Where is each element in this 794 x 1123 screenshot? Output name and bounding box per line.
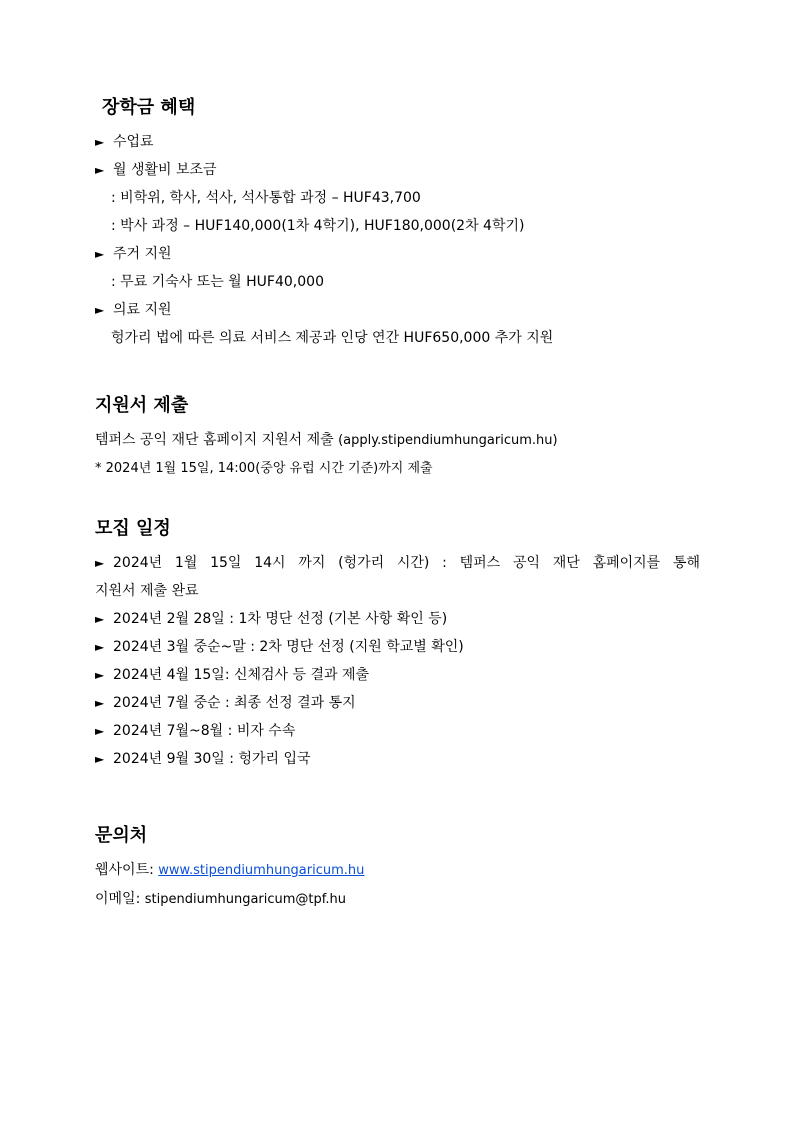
schedule-text: 2024년 7월 중순 : 최종 선정 결과 통지: [113, 695, 356, 711]
benefit-item-living: [95, 156, 705, 184]
contact-heading: 문의처: [95, 825, 148, 846]
benefits-heading: 장학금 혜택: [102, 97, 196, 118]
application-line-1: [95, 426, 705, 455]
schedule-text: 2024년 2월 28일 : 1차 명단 선정 (기본 사항 확인 등): [113, 611, 448, 627]
bullet-icon: ►: [95, 612, 105, 626]
schedule-text: 2024년 7월~8월 : 비자 수속: [113, 723, 296, 739]
email-value: stipendiumhungaricum@tpf.hu: [144, 892, 347, 907]
schedule-item: [95, 717, 705, 745]
bullet-icon: ►: [95, 135, 105, 149]
benefit-item-medical: [95, 296, 705, 324]
schedule-text: 2024년 9월 30일 : 헝가리 입국: [113, 751, 311, 767]
application-deadline: * 2024년 1월 15일, 14:00(중앙 유럽 시간 기준)까지 제출: [95, 461, 433, 476]
living-detail-1: : 비학위, 학사, 석사, 석사통합 과정 – HUF43,700: [111, 190, 421, 206]
schedule-item: [95, 605, 705, 633]
application-heading: 지원서 제출: [95, 395, 189, 416]
housing-detail: : 무료 기숙사 또는 월 HUF40,000: [111, 274, 324, 290]
bullet-icon: ►: [95, 724, 105, 738]
living-detail-2: : 박사 과정 – HUF140,000(1차 4학기), HUF180,000(2차 4학기): [111, 218, 525, 234]
schedule-item: [95, 633, 705, 661]
bullet-icon: ►: [95, 668, 105, 682]
contact-email: [95, 885, 705, 914]
schedule-text: 2024년 3월 중순~말 : 2차 명단 선정 (지원 학교별 확인): [113, 639, 464, 655]
email-label: 이메일:: [95, 891, 145, 907]
schedule-item: [95, 661, 705, 689]
bullet-icon: ►: [95, 696, 105, 710]
bullet-icon: ►: [95, 303, 105, 317]
application-text: 템퍼스 공익 재단 홈페이지 지원서 제출: [95, 432, 339, 448]
bullet-icon: ►: [95, 640, 105, 654]
schedule-item-first-cont: 지원서 제출 완료: [95, 583, 199, 599]
benefit-label: 의료 지원: [113, 302, 172, 318]
contact-section: [95, 824, 705, 914]
benefit-item-tuition: [95, 128, 705, 156]
benefit-item-housing: [95, 240, 705, 268]
contact-website: [95, 856, 705, 885]
schedule-section: [95, 517, 705, 773]
bullet-icon: ►: [95, 247, 105, 261]
benefit-label: 수업료: [113, 134, 154, 150]
application-section: [95, 394, 705, 483]
schedule-text: 2024년 1월 15일 14시 까지 (헝가리 시간) : 템퍼스 공익 재단 홈페이지를 통해: [113, 555, 700, 571]
bullet-icon: ►: [95, 556, 105, 570]
benefit-label: 월 생활비 보조금: [113, 162, 217, 178]
schedule-heading: 모집 일정: [95, 518, 171, 539]
application-url: (apply.stipendiumhungaricum.hu): [338, 433, 558, 448]
bullet-icon: ►: [95, 163, 105, 177]
bullet-icon: ►: [95, 752, 105, 766]
benefits-section: [95, 96, 705, 352]
website-link[interactable]: www.stipendiumhungaricum.hu: [158, 863, 365, 878]
schedule-item-first: [95, 549, 700, 577]
benefit-label: 주거 지원: [113, 246, 172, 262]
schedule-item: [95, 689, 705, 717]
website-label: 웹사이트:: [95, 862, 159, 878]
schedule-text: 2024년 4월 15일: 신체검사 등 결과 제출: [113, 667, 370, 683]
schedule-item: [95, 745, 705, 773]
medical-detail: 헝가리 법에 따른 의료 서비스 제공과 인당 연간 HUF650,000 추가 지원: [111, 330, 554, 346]
